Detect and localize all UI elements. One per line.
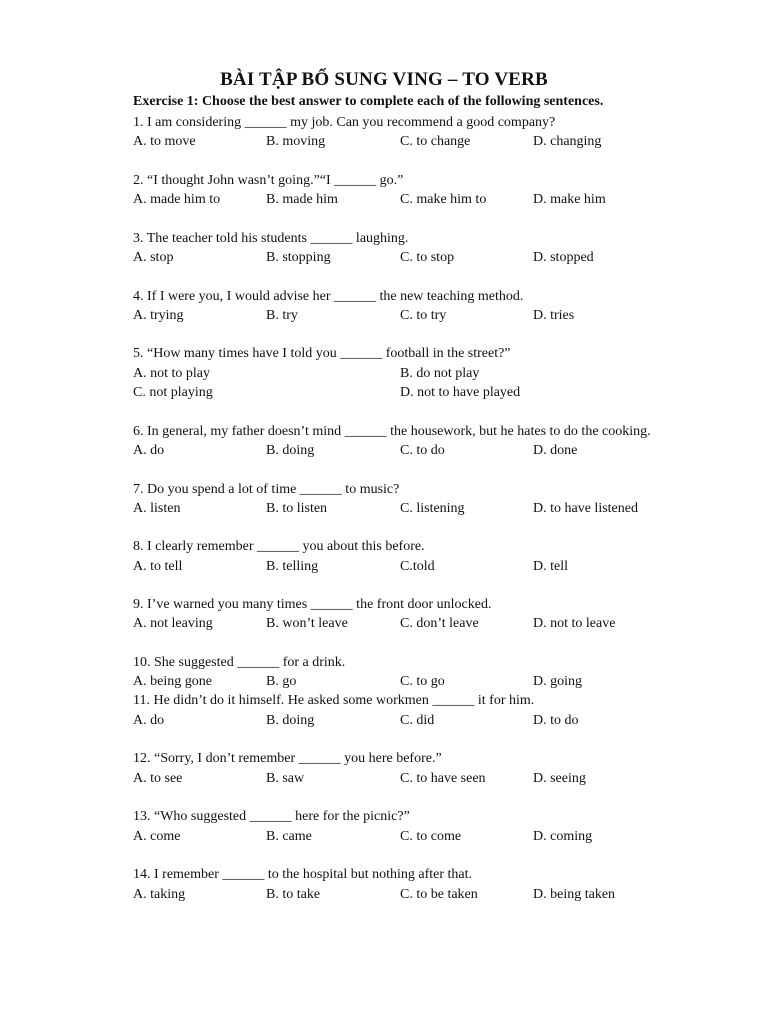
q1-option-b: B. moving — [266, 134, 326, 149]
q14-option-a: A. taking — [133, 887, 186, 902]
q6-option-a: A. do — [133, 443, 165, 458]
q13-option-d: D. coming — [533, 829, 593, 844]
q13-option-a: A. come — [133, 829, 181, 844]
q4-option-a: A. trying — [133, 308, 184, 323]
q4-option-b: B. try — [266, 308, 298, 323]
q8-option-c: C.told — [400, 559, 435, 574]
question-14: 14. I remember ______ to the hospital but nothing after that. — [133, 867, 473, 882]
q6-option-d: D. done — [533, 443, 578, 458]
q12-option-b: B. saw — [266, 771, 305, 786]
question-2: 2. “I thought John wasn’t going.”“I ______ go.” — [133, 173, 404, 188]
q4-option-c: C. to try — [400, 308, 447, 323]
q9-option-d: D. not to leave — [533, 616, 616, 631]
q2-option-d: D. make him — [533, 192, 606, 207]
q9-option-b: B. won’t leave — [266, 616, 348, 631]
q7-option-b: B. to listen — [266, 501, 328, 516]
question-13: 13. “Who suggested ______ here for the picnic?” — [133, 809, 410, 824]
q2-option-c: C. make him to — [400, 192, 487, 207]
q14-option-c: C. to be taken — [400, 887, 478, 902]
q7-option-d: D. to have listened — [533, 501, 638, 516]
q10-option-a: A. being gone — [133, 674, 212, 689]
q8-option-b: B. telling — [266, 559, 319, 574]
question-7: 7. Do you spend a lot of time ______ to music? — [133, 482, 400, 497]
q1-option-d: D. changing — [533, 134, 602, 149]
q5-option-d: D. not to have played — [400, 385, 521, 400]
q1-option-c: C. to change — [400, 134, 471, 149]
q6-option-c: C. to do — [400, 443, 445, 458]
question-8: 8. I clearly remember ______ you about this before. — [133, 539, 425, 554]
q3-option-a: A. stop — [133, 250, 174, 265]
q3-option-c: C. to stop — [400, 250, 455, 265]
q13-option-c: C. to come — [400, 829, 462, 844]
q11-option-a: A. do — [133, 713, 165, 728]
q3-option-b: B. stopping — [266, 250, 331, 265]
q7-option-c: C. listening — [400, 501, 465, 516]
q1-option-a: A. to move — [133, 134, 196, 149]
q11-option-d: D. to do — [533, 713, 579, 728]
q10-option-b: B. go — [266, 674, 297, 689]
q7-option-a: A. listen — [133, 501, 181, 516]
q9-option-a: A. not leaving — [133, 616, 213, 631]
question-1: 1. I am considering ______ my job. Can you recommend a good company? — [133, 115, 556, 130]
q14-option-b: B. to take — [266, 887, 321, 902]
question-12: 12. “Sorry, I don’t remember ______ you here before.” — [133, 751, 442, 766]
q11-option-c: C. did — [400, 713, 435, 728]
q10-option-c: C. to go — [400, 674, 445, 689]
question-3: 3. The teacher told his students ______ laughing. — [133, 231, 409, 246]
q12-option-a: A. to see — [133, 771, 183, 786]
q2-option-b: B. made him — [266, 192, 338, 207]
document-title: BÀI TẬP BỔ SUNG VING – TO VERB — [220, 69, 548, 90]
question-4: 4. If I were you, I would advise her ______ the new teaching method. — [133, 289, 524, 304]
q8-option-d: D. tell — [533, 559, 568, 574]
exercise-heading: Exercise 1: Choose the best answer to complete each of the following sentences. — [133, 94, 604, 109]
q5-option-b: B. do not play — [400, 366, 480, 381]
q11-option-b: B. doing — [266, 713, 315, 728]
q6-option-b: B. doing — [266, 443, 315, 458]
question-11: 11. He didn’t do it himself. He asked some workmen ______ it for him. — [133, 693, 535, 708]
question-9: 9. I’ve warned you many times ______ the front door unlocked. — [133, 597, 492, 612]
q5-option-c: C. not playing — [133, 385, 213, 400]
q2-option-a: A. made him to — [133, 192, 221, 207]
question-5: 5. “How many times have I told you ______ football in the street?” — [133, 346, 511, 361]
q5-option-a: A. not to play — [133, 366, 210, 381]
question-10: 10. She suggested ______ for a drink. — [133, 655, 346, 670]
q12-option-d: D. seeing — [533, 771, 586, 786]
q14-option-d: D. being taken — [533, 887, 616, 902]
question-6: 6. In general, my father doesn’t mind ______ the housework, but he hates to do the cooking. — [133, 424, 651, 439]
q13-option-b: B. came — [266, 829, 312, 844]
q10-option-d: D. going — [533, 674, 582, 689]
q9-option-c: C. don’t leave — [400, 616, 479, 631]
q3-option-d: D. stopped — [533, 250, 594, 265]
q4-option-d: D. tries — [533, 308, 575, 323]
q12-option-c: C. to have seen — [400, 771, 486, 786]
q8-option-a: A. to tell — [133, 559, 183, 574]
